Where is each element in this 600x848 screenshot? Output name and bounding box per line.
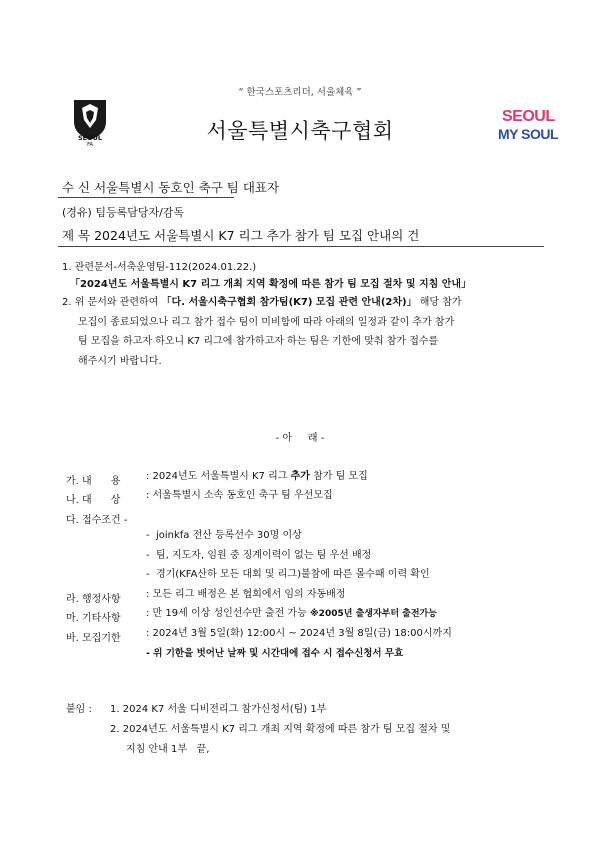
- item-na-label: 나. 대 상: [66, 495, 121, 506]
- item-ga-label: 가. 내 용: [66, 476, 121, 487]
- logo-top-text: SEOUL: [502, 108, 555, 125]
- seoul-my-soul-logo: [498, 106, 558, 148]
- item-ba-note: - 위 기한을 벗어난 날짜 및 시간대에 접수 시 접수신청서 무효: [146, 648, 404, 659]
- item-da-condition-1: - joinkfa 전산 등록선수 30명 이상: [146, 530, 302, 541]
- item-ra-value: : 모든 리그 배정은 본 협회에서 임의 자동배정: [146, 589, 346, 600]
- attachment-item-2-line-1: 2. 2024년도 서울특별시 K7 리그 개최 지역 확정에 따른 참가 팀 모집 절차 및: [110, 724, 451, 735]
- item-ma-label: 마. 기타사항: [66, 613, 121, 624]
- recipient-line: 수 신 서울특별시 동호인 축구 팀 대표자: [62, 180, 280, 195]
- slogan: “ 한국스포츠리더, 서울체육 ”: [238, 87, 362, 98]
- item-ga-text: : 2024년도 서울특별시 K7 리그: [146, 471, 291, 482]
- item-ga-text-end: 참가 팀 모집: [309, 471, 368, 482]
- paragraph-2-line-4: 해주시기 바랍니다.: [78, 356, 162, 367]
- item-ba-label: 바. 모집기한: [66, 633, 121, 644]
- details-heading: - 아 래 -: [275, 433, 325, 444]
- paragraph-2-line-3: 팀 모집을 하고자 하오니 K7 리그에 참가하고자 하는 팀은 기한에 맞춰 참가 접수를: [78, 336, 439, 347]
- subject-line: 제 목 2024년도 서울특별시 K7 리그 추가 참가 팀 모집 안내의 건: [62, 228, 420, 243]
- item-ga-emphasis: 추가: [290, 471, 310, 482]
- item-ba-value: : 2024년 3월 5일(화) 12:00시 ~ 2024년 3월 8일(금) 18:00시까지: [146, 628, 452, 639]
- attachment-item-1: 1. 2024 K7 서울 디비전리그 참가신청서(팀) 1부: [110, 704, 327, 715]
- organization-title: 서울특별시축구협회: [206, 119, 394, 143]
- via-line: (경유) 팀등록담당자/감독: [62, 206, 185, 219]
- paragraph-2-text: 2. 위 문서와 관련하여: [62, 297, 162, 308]
- item-ra-label: 라. 행정사항: [66, 594, 121, 605]
- item-ma-text: : 만 19세 이상 성인선수만 출전 가능: [146, 608, 310, 619]
- item-ga-value: [146, 472, 368, 482]
- item-na-value: : 서울특별시 소속 동호인 축구 팀 우선모집: [146, 490, 333, 501]
- attachment-item-2-line-2: 지침 안내 1부 끝,: [126, 744, 210, 755]
- paragraph-1-line-1: 1. 관련문서-서축운영팀-112(2024.01.22.): [62, 262, 257, 273]
- paragraph-2-text-end: 해당 참가: [416, 297, 462, 308]
- paragraph-2-line-1: [62, 298, 462, 308]
- emblem-label: SEOUL: [77, 134, 103, 142]
- item-ma-note: ※2005년 출생자부터 출전가능: [309, 609, 437, 619]
- item-da-condition-3: - 경기(KFA산하 모든 대회 및 리그)불참에 따른 몰수패 이력 확인: [146, 569, 430, 580]
- subject-underline: [58, 246, 544, 247]
- logo-bottom-text: MY SOUL: [498, 126, 559, 142]
- paragraph-2-line-2: 모집이 종료되었으나 리그 참가 접수 팀이 미비함에 따라 아래의 일정과 같이 추가 참가: [78, 317, 455, 328]
- item-ma-value: [146, 609, 437, 619]
- paragraph-1-line-2: 「2024년도 서울특별시 K7 리그 개최 지역 확정에 따른 참가 팀 모집 절차 및 지침 안내」: [70, 279, 472, 290]
- paragraph-2-reference: 「다. 서울시축구협회 참가팀(K7) 모집 관련 안내(2차)」: [161, 297, 417, 308]
- recipient-underline: [58, 197, 234, 198]
- item-da-label: 다. 접수조건 -: [66, 515, 128, 526]
- attachments-label: 붙임 :: [66, 704, 96, 715]
- item-da-condition-2: - 팀, 지도자, 임원 중 징계이력이 없는 팀 우선 배정: [146, 550, 372, 561]
- emblem-sublabel: FA: [87, 142, 93, 148]
